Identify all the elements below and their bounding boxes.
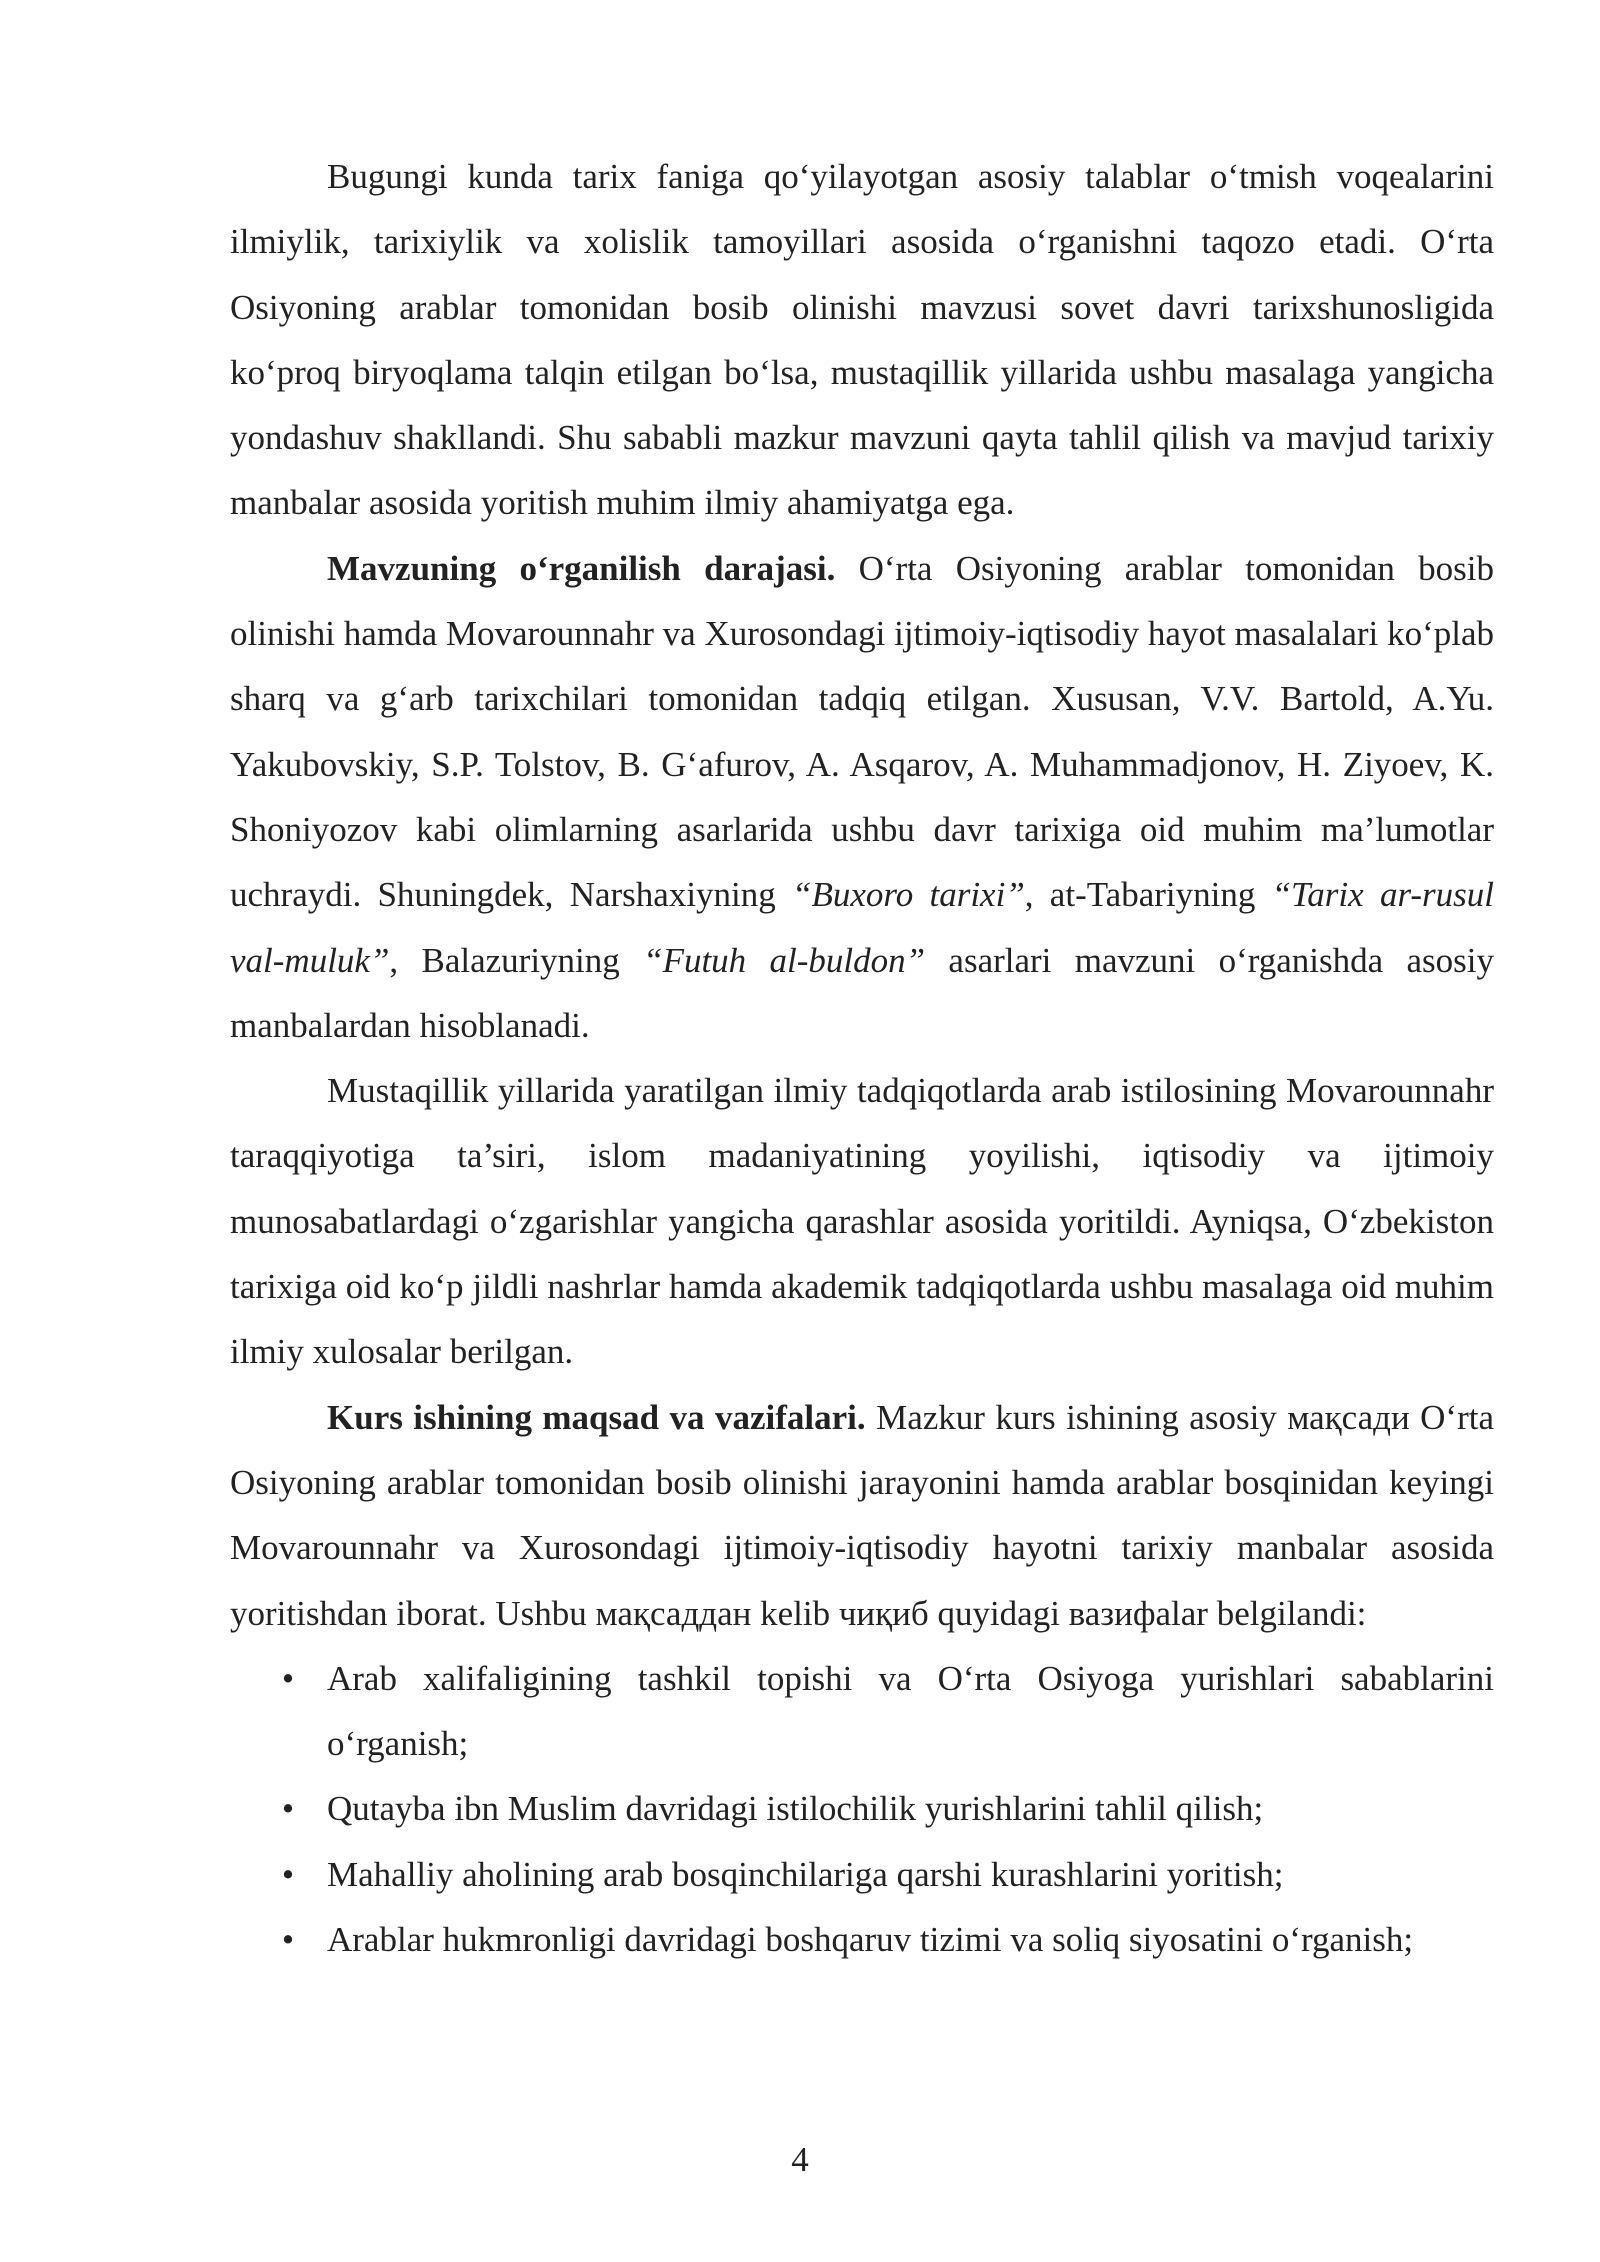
task-list	[230, 1646, 1494, 1972]
bullet-icon: •	[281, 1854, 295, 1894]
list-item-text: Arab xalifaligining tashkil topishi va O‘rta Osiyoga yurishlari sabablarini o‘rganish;	[327, 1658, 1494, 1764]
paragraph-research-level	[230, 536, 1494, 1058]
bullet-icon: •	[281, 1920, 295, 1960]
list-item-text: Mahalliy aholining arab bosqinchilariga qarshi kurashlarini yoritish;	[327, 1854, 1284, 1894]
bullet-icon: •	[281, 1658, 295, 1698]
source-title-futuh-al-buldon: “Futuh al-buldon”	[643, 940, 926, 980]
page-number: 4	[791, 2140, 809, 2179]
paragraph-text: Bugungi kunda tarix faniga qo‘yilayotgan asosiy talablar o‘tmish voqealarini ilmiylik, tarixiylik va xolislik tamoyillari asosida o‘rganishni taqozo etadi. O‘rta Osiyoning arablar tomonidan bosib olinishi mavzusi sovet davri tarixshunosligida ko‘proq biryoqlama talqin etilgan bo‘lsa, mustaqillik yillarida ushbu masalaga yangicha yondashuv shakllandi. Shu sababli mazkur mavzuni qayta tahlil qilish va mavjud tarixiy manbalar asosida yoritish muhim ilmiy ahamiyatga ega.	[230, 157, 1494, 523]
list-item-text: Qutayba ibn Muslim davridagi istilochilik yurishlarini tahlil qilish;	[327, 1789, 1264, 1829]
paragraph-introduction	[230, 144, 1494, 536]
paragraph-text: , Balazuriyning	[389, 940, 644, 980]
list-item	[230, 1907, 1494, 1972]
paragraph-text: asarlari mavzuni o‘rganishda asosiy manbalardan hisoblanadi.	[230, 940, 1494, 1045]
paragraph-independence-research	[230, 1058, 1494, 1384]
paragraph-goals	[230, 1385, 1494, 1646]
list-item	[230, 1842, 1494, 1907]
paragraph-text: O‘rta Osiyoning arablar tomonidan bosib olinishi hamda Movarounnahr va Xurosondagi ijtimoiy-iqtisodiy hayot masalalari ko‘plab sharq va g‘arb tarixchilari tomonidan tadqiq etilgan. Xususan, V.V. Bartold, A.Yu. Yakubovskiy, S.P. Tolstov, B. G‘afurov, A. Asqarov, A. Muhammadjonov, H. Ziyoev, K. Shoniyozov kabi olimlarning asarlarida ushbu davr tarixiga oid muhim ma’lumotlar uchraydi. Shuningdek, Narshaxiyning	[230, 548, 1494, 915]
paragraph-text: Mustaqillik yillarida yaratilgan ilmiy tadqiqotlarda arab istilosining Movarounnahr taraqqiyotiga ta’siri, islom madaniyatining yoyilishi, iqtisodiy va ijtimoiy munosabatlardagi o‘zgarishlar yangicha qarashlar asosida yoritildi. Ayniqsa, O‘zbekiston tarixiga oid ko‘p jildli nashrlar hamda akademik tadqiqotlarda ushbu masalaga oid muhim ilmiy xulosalar berilgan.	[230, 1071, 1494, 1372]
section-heading-goals: Kurs ishining maqsad va vazifalari.	[327, 1397, 866, 1437]
list-item	[230, 1776, 1494, 1841]
section-heading-research-level: Mavzuning o‘rganilish darajasi.	[327, 548, 836, 588]
bullet-icon: •	[281, 1789, 295, 1829]
list-item-text: Arablar hukmronligi davridagi boshqaruv tizimi va soliq siyosatini o‘rganish;	[327, 1920, 1414, 1960]
list-item	[230, 1646, 1494, 1777]
source-title-buxoro-tarixi: “Buxoro tarixi”	[792, 875, 1025, 915]
paragraph-text: , at-Tabariyning	[1024, 875, 1272, 915]
paragraph-text: Mazkur kurs ishining asosiy мақсади O‘rta Osiyoning arablar tomonidan bosib olinishi jarayonini hamda arablar bosqinidan keyingi Movarounnahr va Xurosondagi ijtimoiy-iqtisodiy hayotni tarixiy manbalar asosida yoritishdan iborat. Ushbu мақсаддан kelib чиқиб quyidagi вазифalar belgilandi:	[230, 1397, 1494, 1633]
body-text	[230, 144, 1494, 1972]
source-title-tarix-ar-rusul: “Tarix ar-rusul val-muluk”	[230, 875, 1494, 980]
